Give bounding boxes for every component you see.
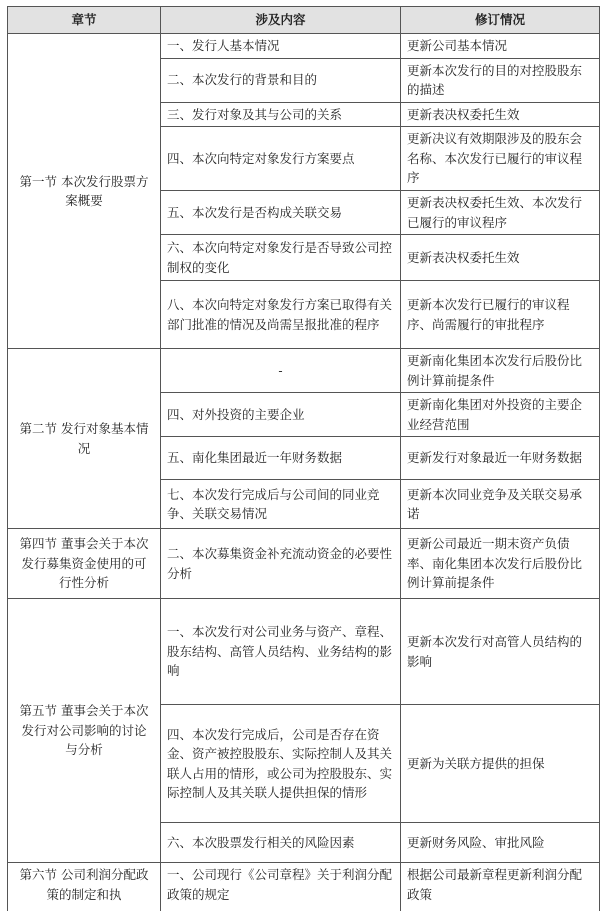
revision-cell: 更新本次发行的目的对控股股东的描述 [401, 58, 600, 102]
content-cell: 七、本次发行完成后与公司间的同业竞争、关联交易情况 [161, 480, 401, 529]
table-row [8, 529, 600, 599]
revision-cell: 更新表决权委托生效、本次发行已履行的审议程序 [401, 191, 600, 235]
section-title: 第五节 董事会关于本次发行对公司影响的讨论与分析 [8, 599, 161, 863]
header-revision: 修订情况 [401, 7, 600, 34]
content-cell: - [161, 349, 401, 393]
section-title: 第一节 本次发行股票方案概要 [8, 34, 161, 349]
table-row [8, 34, 600, 59]
revision-cell: 更新公司最近一期末资产负债率、南化集团本次发行后股份比例计算前提条件 [401, 529, 600, 599]
content-cell: 一、发行人基本情况 [161, 34, 401, 59]
revision-cell: 更新公司基本情况 [401, 34, 600, 59]
revision-cell: 更新本次同业竞争及关联交易承诺 [401, 480, 600, 529]
revision-cell: 更新本次发行已履行的审议程序、尚需履行的审批程序 [401, 281, 600, 349]
header-chapter: 章节 [8, 7, 161, 34]
content-cell: 四、对外投资的主要企业 [161, 393, 401, 437]
content-cell: 五、南化集团最近一年财务数据 [161, 437, 401, 480]
content-cell: 四、本次向特定对象发行方案要点 [161, 127, 401, 191]
revision-cell: 更新南化集团本次发行后股份比例计算前提条件 [401, 349, 600, 393]
section-title: 第四节 董事会关于本次发行募集资金使用的可行性分析 [8, 529, 161, 599]
content-cell: 六、本次向特定对象发行是否导致公司控制权的变化 [161, 235, 401, 281]
table-row [8, 599, 600, 705]
table-header-row [8, 7, 600, 34]
content-cell: 八、本次向特定对象发行方案已取得有关部门批准的情况及尚需呈报批准的程序 [161, 281, 401, 349]
revision-cell: 更新财务风险、审批风险 [401, 823, 600, 863]
section-title: 第六节 公司利润分配政策的制定和执 [8, 863, 161, 911]
header-content: 涉及内容 [161, 7, 401, 34]
content-cell: 二、本次募集资金补充流动资金的必要性分析 [161, 529, 401, 599]
revision-table [7, 6, 600, 911]
content-cell: 五、本次发行是否构成关联交易 [161, 191, 401, 235]
revision-cell: 更新决议有效期限涉及的股东会名称、本次发行已履行的审议程序 [401, 127, 600, 191]
revision-cell: 更新表决权委托生效 [401, 102, 600, 127]
revision-cell: 更新表决权委托生效 [401, 235, 600, 281]
revision-cell: 根据公司最新章程更新利润分配政策 [401, 863, 600, 911]
content-cell: 四、本次发行完成后，公司是否存在资金、资产被控股股东、实际控制人及其关联人占用的情形，或公司为控股股东、实际控制人及其关联人提供担保的情形 [161, 705, 401, 823]
table-row [8, 863, 600, 911]
revision-cell: 更新南化集团对外投资的主要企业经营范围 [401, 393, 600, 437]
revision-cell: 更新为关联方提供的担保 [401, 705, 600, 823]
table-row [8, 349, 600, 393]
content-cell: 一、公司现行《公司章程》关于利润分配政策的规定 [161, 863, 401, 911]
content-cell: 六、本次股票发行相关的风险因素 [161, 823, 401, 863]
section-title: 第二节 发行对象基本情况 [8, 349, 161, 529]
content-cell: 一、本次发行对公司业务与资产、章程、股东结构、高管人员结构、业务结构的影响 [161, 599, 401, 705]
revision-cell: 更新发行对象最近一年财务数据 [401, 437, 600, 480]
content-cell: 二、本次发行的背景和目的 [161, 58, 401, 102]
content-cell: 三、发行对象及其与公司的关系 [161, 102, 401, 127]
revision-cell: 更新本次发行对高管人员结构的影响 [401, 599, 600, 705]
